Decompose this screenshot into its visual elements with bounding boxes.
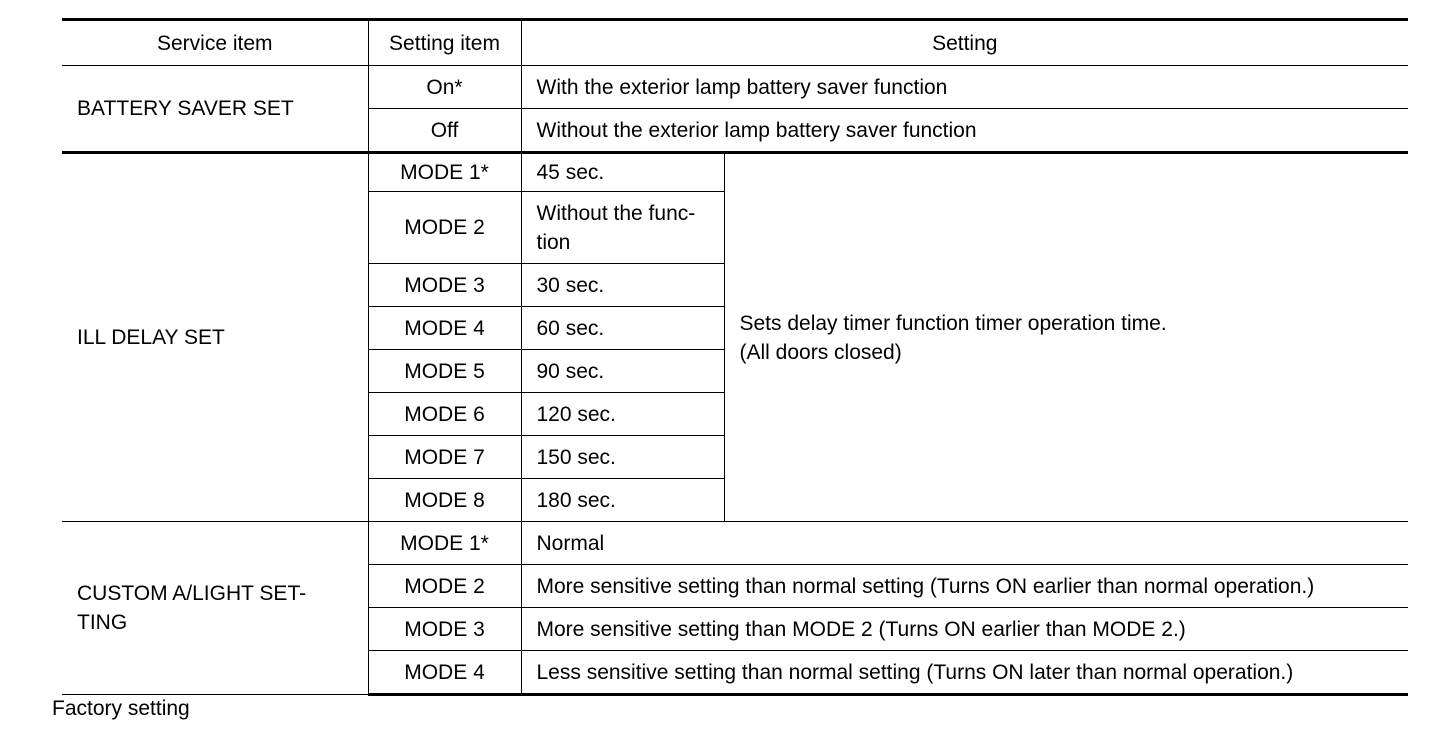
description-line: Sets delay timer function timer operation time.	[739, 311, 1167, 335]
setting-line: Without the func-	[536, 201, 696, 225]
setting-cell: 120 sec.	[521, 393, 724, 436]
setting-cell: 180 sec.	[521, 479, 724, 522]
setting-item-cell: MODE 2	[368, 192, 521, 264]
footnote: Factory setting	[52, 697, 190, 720]
setting-item-cell: MODE 1*	[368, 153, 521, 192]
service-custom-alight	[62, 522, 368, 695]
description-line: (All doors closed)	[739, 340, 902, 364]
service-line: TING	[77, 611, 128, 634]
setting-cell: Less sensitive setting than normal setting (Turns ON later than normal operation.)	[521, 651, 1408, 695]
setting-item-cell: MODE 6	[368, 393, 521, 436]
table-row	[62, 522, 1408, 565]
setting-cell: More sensitive setting than normal setting (Turns ON earlier than normal operation.)	[521, 565, 1408, 608]
setting-cell: 150 sec.	[521, 436, 724, 479]
ill-delay-description	[724, 153, 1408, 522]
setting-cell: With the exterior lamp battery saver function	[521, 66, 1408, 109]
table-row	[62, 66, 1408, 109]
setting-cell: 90 sec.	[521, 350, 724, 393]
setting-item-cell: On*	[368, 66, 521, 109]
setting-item-cell: MODE 3	[368, 608, 521, 651]
setting-cell: Normal	[521, 522, 1408, 565]
setting-item-cell: MODE 1*	[368, 522, 521, 565]
service-ill-delay: ILL DELAY SET	[62, 153, 368, 522]
setting-cell	[521, 192, 724, 264]
setting-item-cell: Off	[368, 109, 521, 153]
table-header-row	[62, 20, 1408, 66]
setting-item-cell: MODE 3	[368, 264, 521, 307]
table-row	[62, 153, 1408, 192]
setting-item-cell: MODE 4	[368, 651, 521, 695]
setting-cell: Without the exterior lamp battery saver function	[521, 109, 1408, 153]
setting-item-cell: MODE 7	[368, 436, 521, 479]
header-setting-item: Setting item	[368, 20, 521, 66]
setting-cell: More sensitive setting than MODE 2 (Turns ON earlier than MODE 2.)	[521, 608, 1408, 651]
service-line: CUSTOM A/LIGHT SET-	[77, 582, 307, 605]
setting-cell: 60 sec.	[521, 307, 724, 350]
header-setting: Setting	[521, 20, 1408, 66]
header-service-item: Service item	[62, 20, 368, 66]
setting-item-cell: MODE 2	[368, 565, 521, 608]
setting-item-cell: MODE 5	[368, 350, 521, 393]
setting-line: tion	[536, 230, 571, 254]
setting-item-cell: MODE 8	[368, 479, 521, 522]
service-settings-table	[62, 18, 1408, 696]
setting-cell: 30 sec.	[521, 264, 724, 307]
setting-cell: 45 sec.	[521, 153, 724, 192]
service-battery-saver: BATTERY SAVER SET	[62, 66, 368, 153]
setting-item-cell: MODE 4	[368, 307, 521, 350]
